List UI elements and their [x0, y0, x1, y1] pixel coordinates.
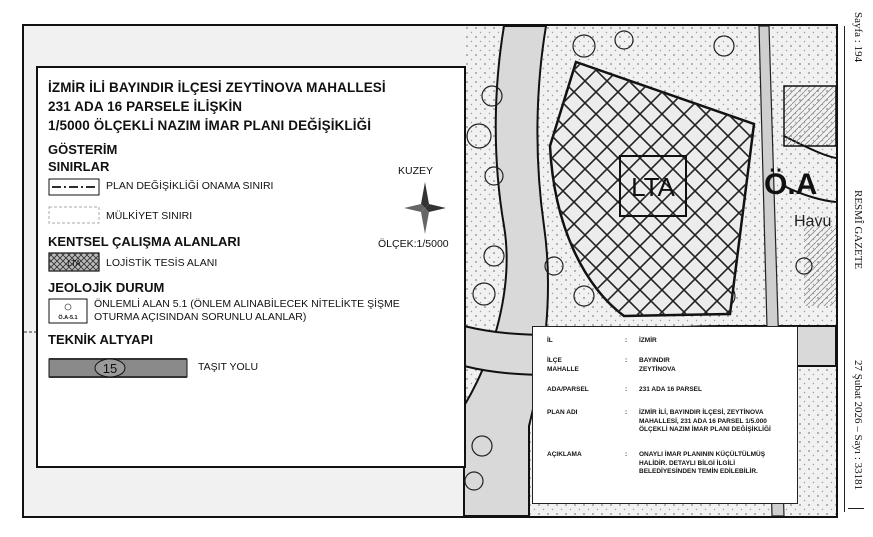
property-boundary-label: MÜLKİYET SINIRI: [106, 210, 193, 222]
info-colon: :: [625, 337, 628, 344]
gazette-name: RESMÎ GAZETE: [852, 190, 864, 270]
info-key: İL: [547, 337, 553, 344]
info-key: İLÇE MAHALLE: [547, 357, 579, 373]
legend-sinirlar: SINIRLAR: [48, 159, 110, 174]
legend-title-line-2: 231 ADA 16 PARSELE İLİŞKİN: [48, 99, 243, 114]
logistics-area-symbol: [48, 252, 100, 272]
legend-urban-areas: KENTSEL ÇALIŞMA ALANLARI: [48, 234, 241, 249]
legend-technical: TEKNİK ALTYAPI: [48, 332, 153, 347]
info-value: BAYINDIR ZEYTİNOVA: [639, 357, 676, 373]
zone-label: Ö.A: [764, 168, 818, 201]
legend-geology: JEOLOJİK DURUM: [48, 280, 165, 295]
plan-info-box: [532, 326, 798, 504]
plan-boundary-label: PLAN DEĞİŞİKLİĞİ ONAMA SINIRI: [106, 180, 274, 192]
info-key: PLAN ADI: [547, 409, 578, 416]
info-key: AÇIKLAMA: [547, 451, 582, 458]
info-colon: :: [625, 386, 628, 393]
geology-symbol: [48, 298, 88, 324]
info-value: İZMİR İLİ, BAYINDIR İLÇESİ, ZEYTİNOVA MAHALLESİ, 231 ADA 16 PARSEL 1/5.000 ÖLÇEKLİ NAZIM İMAR PLANI DEĞİŞİKLİĞİ: [639, 409, 771, 433]
place-label: Havu: [794, 213, 832, 230]
legend-title-line-1: İZMİR İLİ BAYINDIR İLÇESİ ZEYTİNOVA MAHALLESİ: [48, 80, 386, 95]
page-number: Sayfa : 194: [852, 12, 864, 63]
info-value: ONAYLI İMAR PLANININ KÜÇÜLTÜLMÜŞ HALİDİR. DETAYLI BİLGİ İLGİLİ BELEDİYESİNDEN TEMİN EDİLEBİLİR.: [639, 451, 766, 475]
plan-boundary-symbol: [48, 178, 100, 196]
legend-title-line-3: 1/5000 ÖLÇEKLİ NAZIM İMAR PLANI DEĞİŞİKLİĞİ: [48, 118, 372, 133]
road-symbol: [48, 354, 188, 380]
info-colon: :: [625, 409, 628, 416]
info-colon: :: [625, 357, 628, 364]
geology-item-line-1: ÖNLEMLİ ALAN 5.1 (ÖNLEM ALINABİLECEK NİTELİKTE ŞİŞME: [94, 298, 400, 310]
info-value: 231 ADA 16 PARSEL: [639, 386, 702, 393]
logistics-area-label: LOJİSTİK TESİS ALANI: [106, 257, 218, 269]
north-arrow-icon: [402, 180, 448, 236]
gazette-date: 27 Şubat 2026 – Sayı : 33181: [852, 360, 864, 491]
geology-item-line-2: OTURMA AÇISINDAN SORUNLU ALANLAR): [94, 311, 307, 323]
parcel-label: LTA: [631, 172, 675, 202]
logistics-symbol-label: LTA: [67, 259, 81, 268]
north-label: KUZEY: [398, 165, 434, 177]
gazette-header: [838, 0, 873, 537]
info-value: İZMİR: [639, 337, 657, 344]
geology-symbol-label: Ö.A-5.1: [58, 315, 78, 321]
road-number: 15: [102, 361, 118, 376]
property-boundary-symbol: [48, 206, 100, 224]
road-label: TAŞIT YOLU: [198, 361, 259, 373]
info-colon: :: [625, 451, 628, 458]
scale-label: ÖLÇEK:1/5000: [378, 238, 449, 250]
map-legend: [36, 66, 466, 468]
legend-gosterim: GÖSTERİM: [48, 142, 118, 157]
info-key: ADA/PARSEL: [547, 386, 589, 393]
